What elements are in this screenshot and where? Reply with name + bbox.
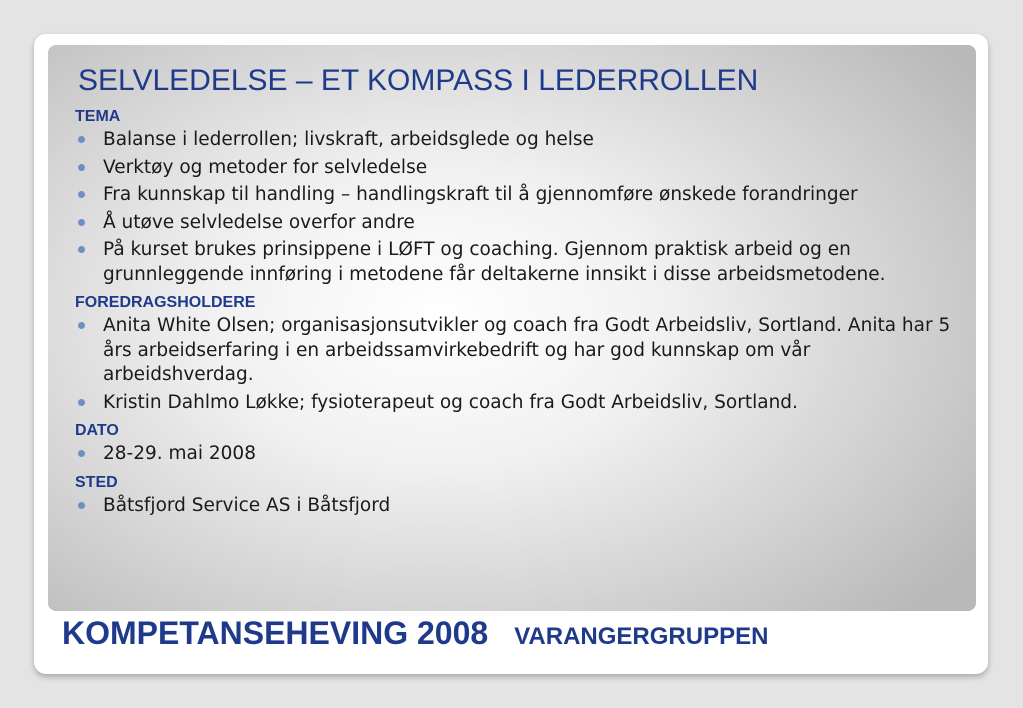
slide-footer: [62, 615, 768, 652]
list-item: Balanse i lederrollen; livskraft, arbeidsglede og helse: [75, 128, 965, 153]
bullet-list-sted: [75, 494, 965, 519]
list-item: Anita White Olsen; organisasjonsutvikler og coach fra Godt Arbeidsliv, Sortland. Anita har 5 års arbeidserfaring i en arbeidssamvirkebedrift og har god kunnskap om vår arbeidshverdag.: [75, 314, 965, 388]
list-item: Verktøy og metoder for selvledelse: [75, 156, 965, 181]
section-sted: [75, 473, 965, 519]
section-dato: [75, 421, 965, 467]
bullet-dot-icon: [78, 164, 85, 171]
footer-main-title: KOMPETANSEHEVING 2008: [62, 615, 489, 651]
section-heading-sted: STED: [75, 473, 118, 491]
bullet-dot-icon: [78, 322, 85, 329]
slide-content: [75, 107, 965, 524]
bullet-list-dato: [75, 442, 965, 467]
section-foredragsholdere: [75, 293, 965, 415]
bullet-dot-icon: [78, 246, 85, 253]
bullet-dot-icon: [78, 399, 85, 406]
bullet-dot-icon: [78, 450, 85, 457]
bullet-dot-icon: [78, 219, 85, 226]
slide-title: SELVLEDELSE – ET KOMPASS I LEDERROLLEN: [78, 64, 759, 97]
footer-subtitle: VARANGERGRUPPEN: [514, 623, 769, 650]
list-item: Fra kunnskap til handling – handlingskraft til å gjennomføre ønskede forandringer: [75, 183, 965, 208]
bullet-dot-icon: [78, 191, 85, 198]
bullet-list-foredragsholdere: [75, 314, 965, 415]
list-item: 28-29. mai 2008: [75, 442, 965, 467]
list-item: På kurset brukes prinsippene i LØFT og coaching. Gjennom praktisk arbeid og en grunnleggende innføring i metodene får deltakerne innsikt i disse arbeidsmetodene.: [75, 238, 965, 287]
list-item: Å utøve selvledelse overfor andre: [75, 211, 965, 236]
bullet-dot-icon: [78, 136, 85, 143]
bullet-list-tema: [75, 128, 965, 287]
section-tema: [75, 107, 965, 287]
section-heading-foredragsholdere: FOREDRAGSHOLDERE: [75, 294, 256, 311]
section-heading-tema: TEMA: [75, 108, 121, 125]
bullet-dot-icon: [78, 502, 85, 509]
list-item: Kristin Dahlmo Løkke; fysioterapeut og coach fra Godt Arbeidsliv, Sortland.: [75, 391, 965, 416]
section-heading-dato: DATO: [75, 422, 119, 439]
list-item: Båtsfjord Service AS i Båtsfjord: [75, 494, 965, 519]
